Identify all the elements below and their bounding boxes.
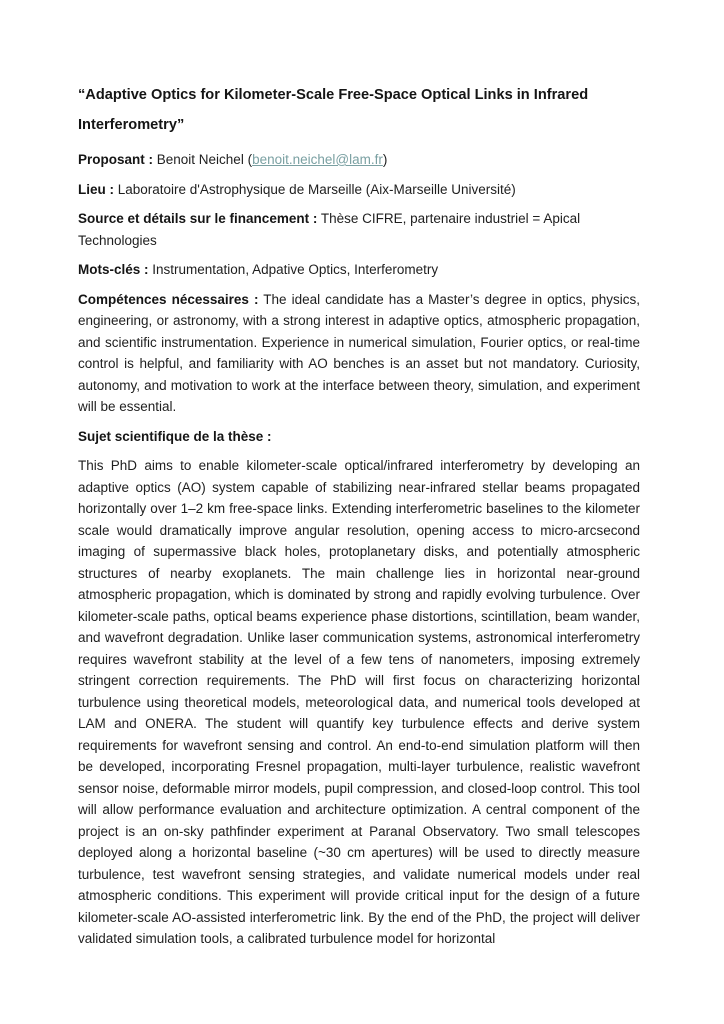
lieu-value: Laboratoire d'Astrophysique de Marseille (Aix-Marseille Université) xyxy=(114,181,516,197)
document-title: “Adaptive Optics for Kilometer-Scale Free-Space Optical Links in Infrared Interferometry” xyxy=(78,87,589,133)
sujet-body-paragraph: This PhD aims to enable kilometer-scale optical/infrared interferometry by developing an adaptive optics (AO) system capable of stabilizing near-infrared stellar beams propagated horizontally over 1–2 km free-space links. Extending interferometric baselines to the kilometer scale would dramatically improve angular resolution, opening access to micro-arcsecond imaging of supermassive black holes, protoplanetary disks, and potentially atmospheric structures of nearby exoplanets. The main challenge lies in horizontal near-ground atmospheric propagation, which is dominated by strong and rapidly evolving turbulence. Over kilometer-scale paths, optical beams experience phase distortions, scintillation, beam wander, and wavefront degradation. Unlike laser communication systems, astronomical interferometry requires wavefront stability at the level of a few tens of nanometers, imposing extremely stringent correction requirements. The PhD will first focus on characterizing horizontal turbulence using theoretical models, meteorological data, and numerical tools developed at LAM and ONERA. The student will quantify key turbulence effects and derive system requirements for wavefront sensing and control. An end-to-end simulation platform will then be developed, incorporating Fresnel propagation, multi-layer turbulence, realistic wavefront sensor noise, deformable mirror models, pupil compression, and closed-loop control. This tool will allow performance evaluation and architecture optimization. A central component of the project is an on-sky pathfinder experiment at Paranal Observatory. Two small telescopes deployed along a horizontal baseline (~30 cm apertures) will be used to directly measure turbulence, test wavefront sensing strategies, and validate numerical models under real atmospheric conditions. This experiment will provide critical input for the design of a future kilometer-scale AO-assisted interferometric link. By the end of the PhD, the project will deliver validated simulation tools, a calibrated turbulence model for horizontal xyxy=(78,458,640,946)
financement-value: Thèse CIFRE, partenaire industriel = Apical Technologies xyxy=(78,211,581,248)
field-mots-cles xyxy=(78,259,640,281)
paragraph-competences xyxy=(78,289,640,418)
field-proposant xyxy=(78,149,640,171)
field-financement xyxy=(78,208,640,251)
field-lieu xyxy=(78,179,640,201)
financement-label: Source et détails sur le financement : xyxy=(78,211,318,226)
email-link[interactable]: benoit.neichel@lam.fr xyxy=(252,152,383,167)
lieu-label: Lieu : xyxy=(78,181,114,197)
competences-label: Compétences nécessaires : xyxy=(78,291,259,307)
proposant-name: Benoit Neichel ( xyxy=(153,152,253,167)
mots-cles-label: Mots-clés : xyxy=(78,262,149,277)
mots-cles-value: Instrumentation, Adpative Optics, Interferometry xyxy=(148,262,439,277)
proposant-close-paren: ) xyxy=(382,152,388,167)
sujet-heading: Sujet scientifique de la thèse : xyxy=(78,428,272,444)
competences-text: The ideal candidate has a Master’s degree in optics, physics, engineering, or astronomy, with a strong interest in adaptive optics, atmospheric propagation, and scientific instrumentation. Experience in numerical simulation, Fourier optics, or real-time control is helpful, and familiarity with AO benches is an asset but not mandatory. Curiosity, autonomy, and motivation to work at the interface between theory, simulation, and experiment will be essential. xyxy=(78,291,641,414)
document-content xyxy=(78,80,640,958)
proposant-label: Proposant : xyxy=(78,152,154,167)
